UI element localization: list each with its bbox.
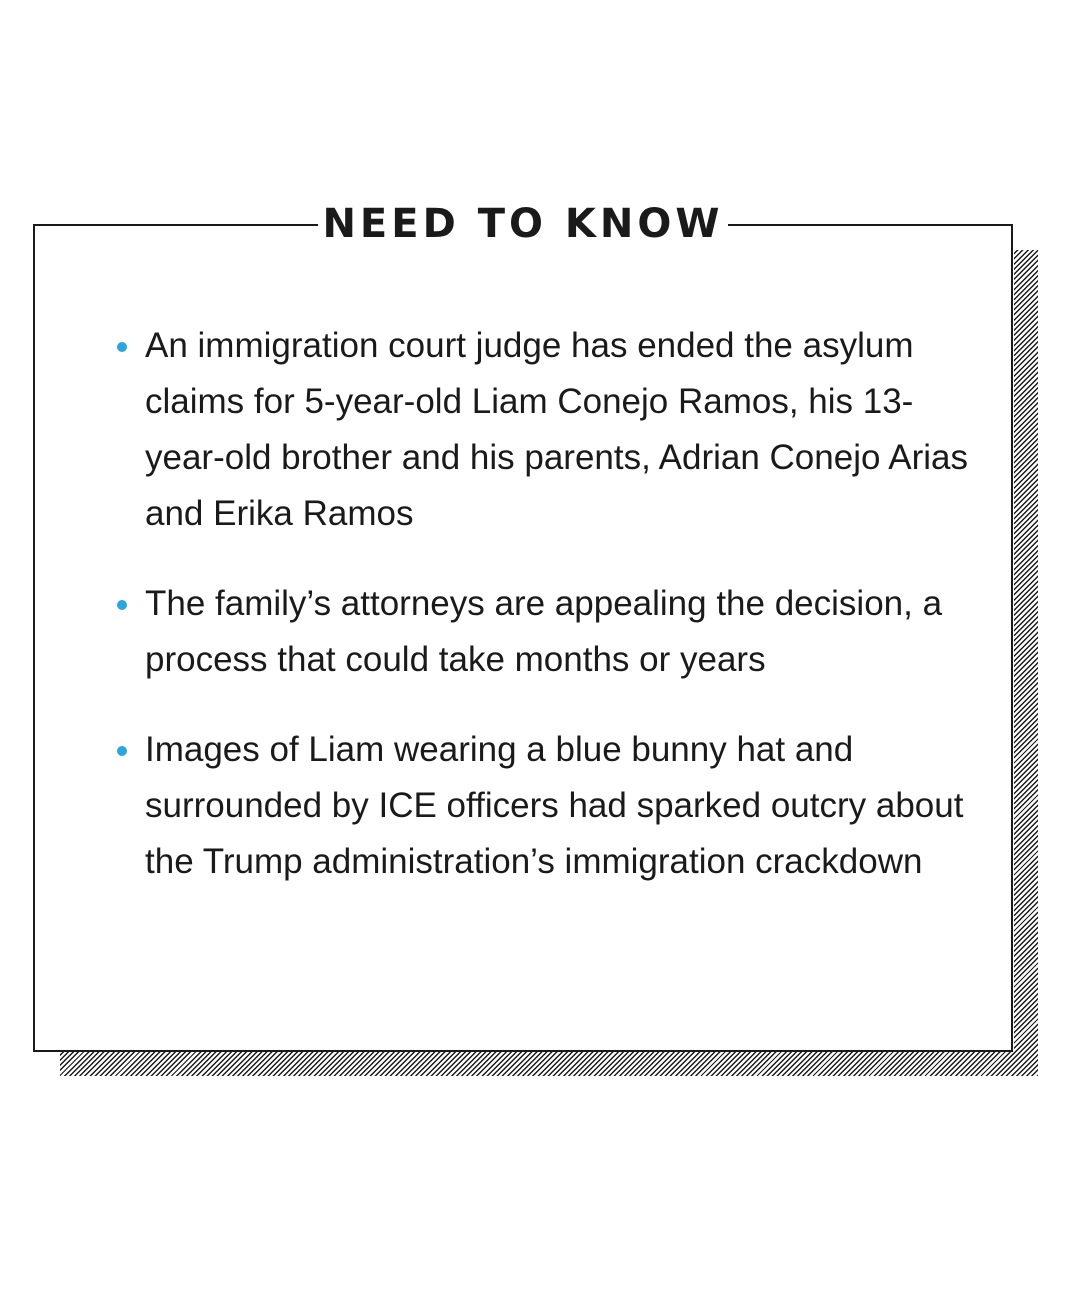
box-heading: NEED TO KNOW <box>318 200 728 248</box>
bullet-list <box>112 318 972 924</box>
bullet-dot-icon <box>117 342 127 352</box>
list-item <box>112 318 972 542</box>
hatched-shadow-right <box>1014 250 1038 1076</box>
list-item <box>112 576 972 688</box>
bullet-text: Images of Liam wearing a blue bunny hat and surrounded by ICE officers had sparked outcry about the Trump administration’s immigration crackdown <box>145 730 964 881</box>
list-item <box>112 722 972 890</box>
bullet-dot-icon <box>117 600 127 610</box>
bullet-dot-icon <box>117 746 127 756</box>
bullet-text: An immigration court judge has ended the asylum claims for 5-year-old Liam Conejo Ramos, his 13-year-old brother and his parents, Adrian Conejo Arias and Erika Ramos <box>145 326 968 533</box>
hatched-shadow-bottom <box>60 1052 1038 1076</box>
bullet-text: The family’s attorneys are appealing the decision, a process that could take months or years <box>145 584 943 679</box>
